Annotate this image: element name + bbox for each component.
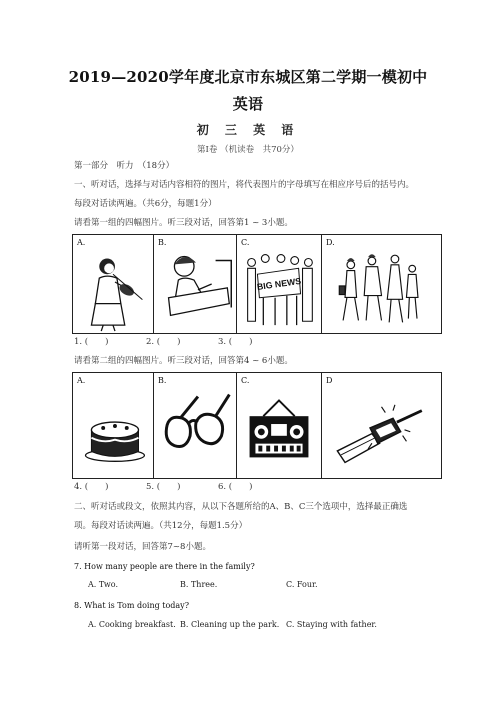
volume-note: 第Ⅰ卷 （机读卷 共70分）: [197, 145, 299, 155]
sunglasses-icon: [154, 373, 236, 478]
group2-answer-5[interactable]: 5. ( ): [146, 482, 181, 492]
subtitle: 初 三 英 语: [196, 123, 300, 137]
newspaper-crowd-icon: [237, 235, 321, 333]
group1-label-d: D.: [326, 238, 335, 247]
group2-cell-a: [73, 373, 154, 479]
section2-intro-1: 二、听对话或段文，依照其内容，从以下各题所给的A、B、C三个选项中，选择最正确选: [74, 502, 408, 512]
group1-picture-table: [72, 234, 442, 334]
violin-girl-icon: [73, 235, 153, 333]
q7-option-b[interactable]: B. Three.: [180, 580, 218, 589]
question-8: 8. What is Tom doing today?: [74, 601, 189, 610]
dialog1-prompt: 请听第一段对话，回答第7~8小题。: [74, 542, 211, 552]
boy-drawing-icon: [154, 235, 236, 333]
group2-prompt: 请看第二组的四幅图片。听三段对话，回答第4 ~ 6小题。: [74, 356, 293, 366]
group2-label-b: B.: [158, 376, 167, 385]
title-line-1: 2019—2020学年度北京市东城区第二学期一模初中: [68, 68, 428, 86]
section1-intro-1: 一、听对话，选择与对话内容相符的图片，将代表图片的字母填写在相应序号后的括号内。: [74, 180, 415, 190]
group2-answer-6[interactable]: 6. ( ): [218, 482, 253, 492]
group1-cell-d: [322, 235, 442, 334]
group1-prompt: 请看第一组的四幅图片。听三段对话，回答第1 ~ 3小题。: [74, 218, 293, 228]
q7-option-c[interactable]: C. Four.: [286, 580, 318, 589]
group2-cell-c: [237, 373, 322, 479]
group1-label-b: B.: [158, 238, 167, 247]
part1-heading: 第一部分 听力 （18分）: [74, 161, 175, 171]
group1-label-c: C.: [241, 238, 250, 247]
walking-people-icon: [322, 235, 441, 333]
news-text: BIG NEWS: [256, 275, 302, 292]
q8-option-a[interactable]: A. Cooking breakfast.: [88, 620, 176, 629]
group2-answer-4[interactable]: 4. ( ): [74, 482, 109, 492]
group2-cell-d: [322, 373, 442, 479]
group2-label-a: A.: [77, 376, 86, 385]
group1-cell-c: [237, 235, 322, 334]
watch-icon: [322, 373, 441, 478]
group1-answer-3[interactable]: 3. ( ): [218, 337, 253, 347]
group1-answer-2[interactable]: 2. ( ): [146, 337, 181, 347]
q7-option-a[interactable]: A. Two.: [88, 580, 118, 589]
question-7: 7. How many people are there in the family?: [74, 562, 255, 571]
q8-option-c[interactable]: C. Staying with father.: [286, 620, 377, 629]
group1-label-a: A.: [77, 238, 86, 247]
group2-picture-table: [72, 372, 442, 479]
q8-option-b[interactable]: B. Cleaning up the park.: [180, 620, 280, 629]
section1-intro-2: 每段对话读两遍。（共6分，每题1分）: [74, 199, 217, 209]
group2-cell-b: [154, 373, 237, 479]
cake-icon: [73, 373, 153, 478]
radio-icon: [237, 373, 321, 478]
group1-cell-a: [73, 235, 154, 334]
group2-label-c: C.: [241, 376, 250, 385]
group1-answer-1[interactable]: 1. ( ): [74, 337, 109, 347]
title-line-2: 英语: [232, 95, 264, 113]
group1-cell-b: [154, 235, 237, 334]
group2-label-d: D: [326, 376, 333, 385]
section2-intro-2: 项。每段对话读两遍。（共12分，每题1.5分）: [74, 521, 248, 531]
